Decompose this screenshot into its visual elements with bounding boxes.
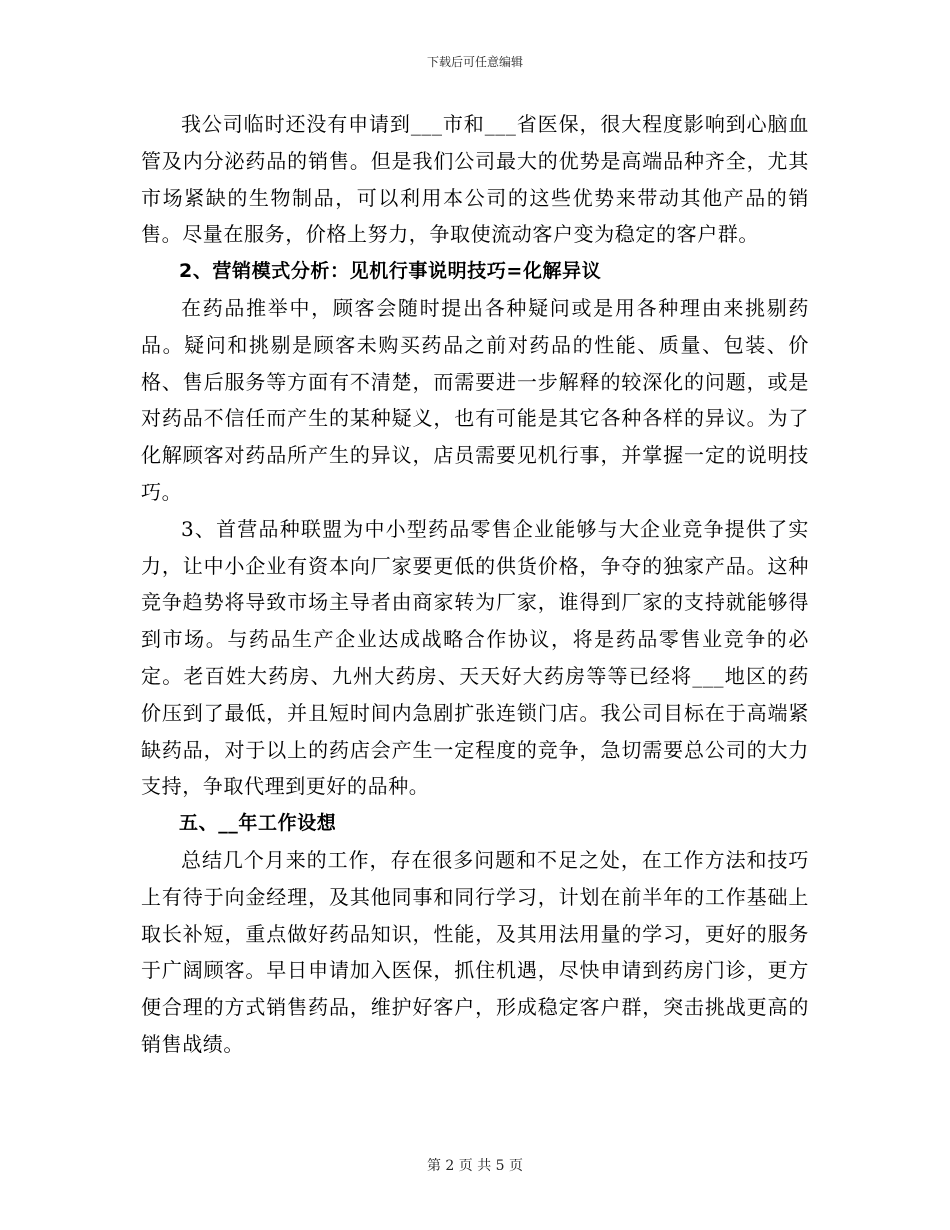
paragraph-objection-handling: 在药品推举中，顾客会随时提出各种疑问或是用各种理由来挑剔药品。疑问和挑剔是顾客未购买药品之前对药品的性能、质量、包装、价格、售后服务等方面有不清楚，而需要进一步解释的较深化的问题，或是对药品不信任而产生的某种疑义，也有可能是其它各种各样的异议。为了化解顾客对药品所产生的异议，店员需要见机行事，并掌握一定的说明技巧。 — [141, 295, 809, 504]
page-footer: 第 2 页 共 5 页 — [426, 1158, 524, 1174]
paragraph-medical-insurance: 我公司临时还没有申请到___市和___省医保，很大程度影响到心脑血管及内分泌药品的销售。但是我们公司最大的优势是高端品种齐全，尤其市场紧缺的生物制品，可以利用本公司的这些优势来带动其他产品的销售。尽量在服务，价格上努力，争取使流动客户变为稳定的客户群。 — [141, 112, 809, 247]
paragraph-product-alliance: 3、首营品种联盟为中小型药品零售企业能够与大企业竞争提供了实力，让中小企业有资本向厂家要更低的供货价格，争夺的独家产品。这种竞争趋势将导致市场主导者由商家转为厂家，谁得到厂家的支持就能够得到市场。与药品生产企业达成战略合作协议，将是药品零售业竞争的必定。老百姓大药房、九州大药房、天天好大药房等等已经将___地区的药价压到了最低，并且短时间内急剧扩张连锁门店。我公司目标在于高端紧缺药品，对于以上的药店会产生一定程度的竞争，急切需要总公司的大力支持，争取代理到更好的品种。 — [141, 516, 809, 799]
document-body — [141, 106, 809, 1063]
heading-marketing-analysis: 2、营销模式分析：见机行事说明技巧=化解异议 — [179, 260, 602, 283]
paragraph-work-summary: 总结几个月来的工作，存在很多问题和不足之处，在工作方法和技巧上有待于向金经理，及其他同事和同行学习，计划在前半年的工作基础上取长补短，重点做好药品知识，性能，及其用法用量的学习，更好的服务于广阔顾客。早日申请加入医保，抓住机遇，尽快申请到药房门诊，更方便合理的方式销售药品，维护好客户，形成稳定客户群，突击挑战更高的销售战绩。 — [141, 847, 809, 1056]
heading-work-plan: 五、__年工作设想 — [179, 812, 337, 835]
page-header: 下载后可任意编辑 — [426, 55, 523, 69]
